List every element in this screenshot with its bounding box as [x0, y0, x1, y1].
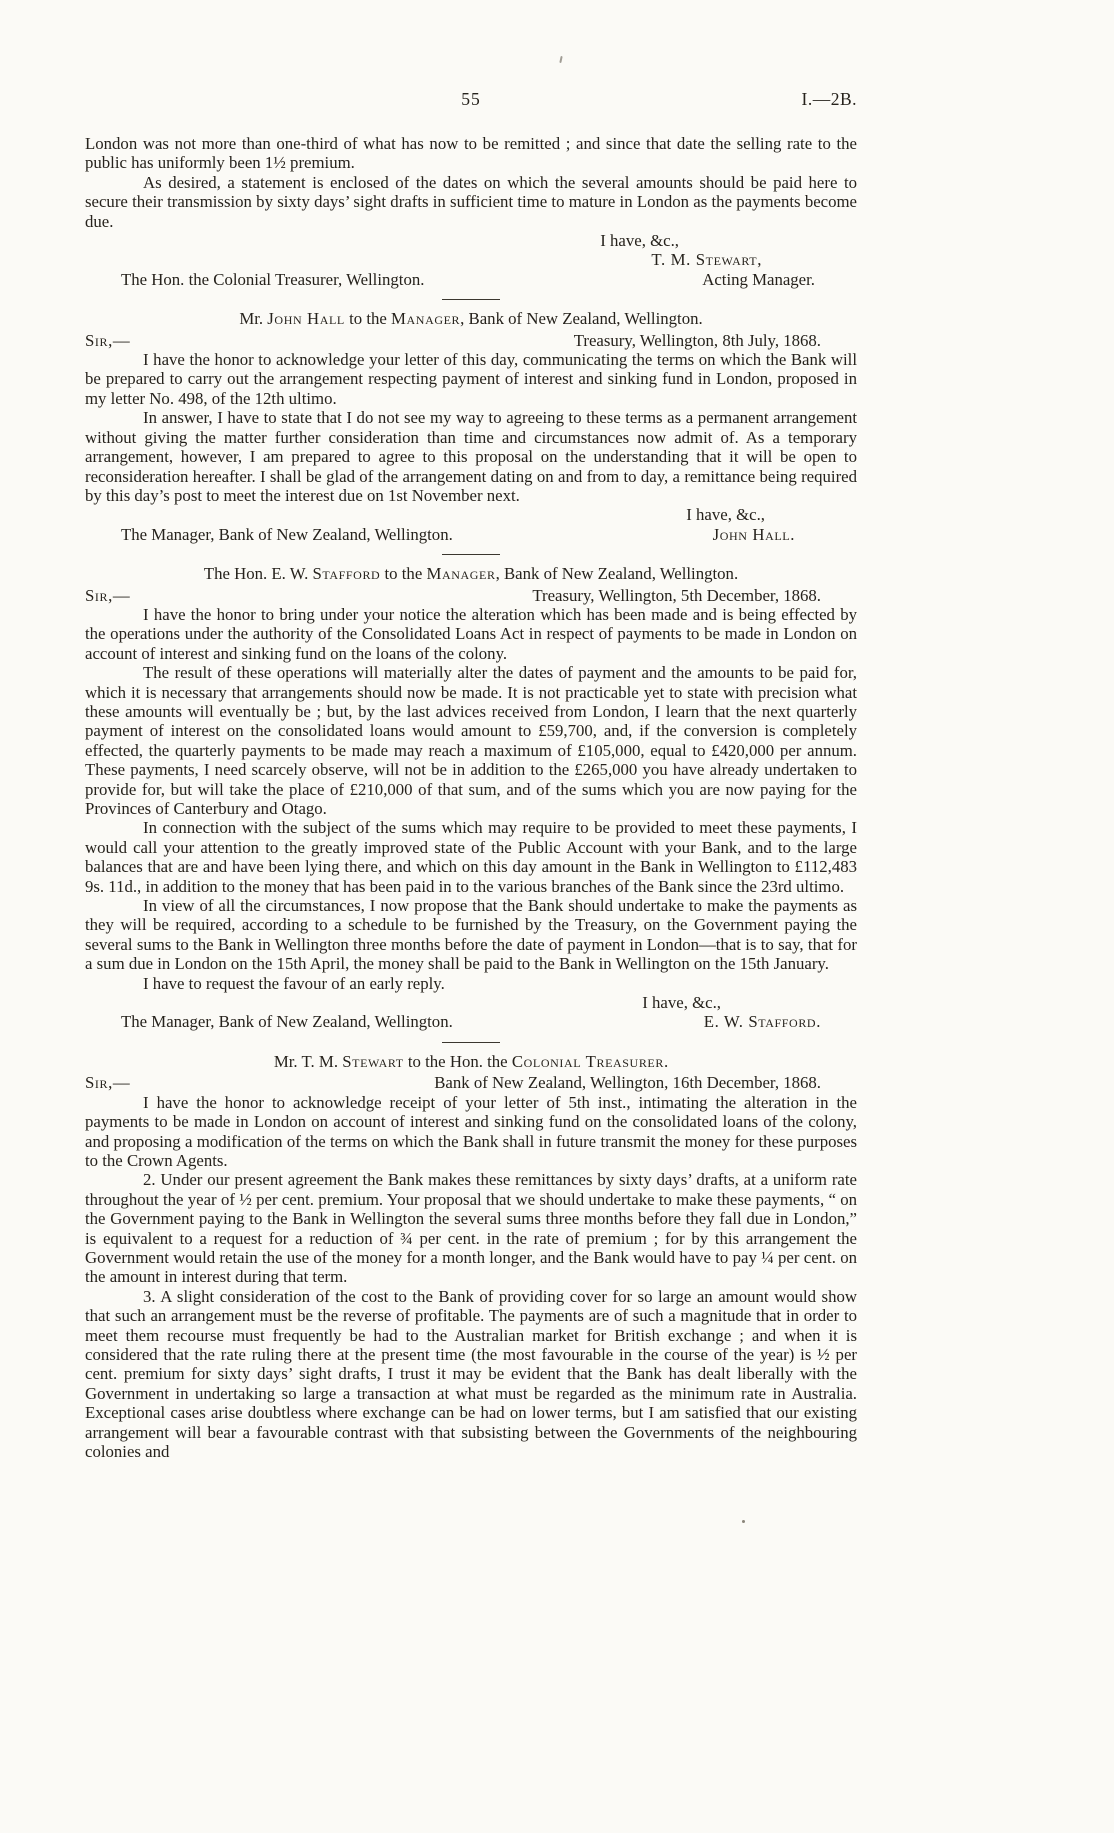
heading-name: Manager — [391, 309, 461, 329]
letter-heading — [85, 564, 857, 583]
addressee: The Manager, Bank of New Zealand, Wellington. — [121, 1012, 453, 1032]
salutation-row — [85, 586, 857, 605]
letter-heading — [85, 309, 857, 328]
letter-paragraph: In connection with the subject of the sums which may require to be provided to meet these payments, I would call your attention to the greatly improved state of the Public Account with your Bank, and to the large balances that are and have been lying there, and which on this day amount in the Bank in Wellington to £112,483 9s. 11d., in addition to the money that has been paid in to the various branches of the Bank since the 23rd ultimo. — [85, 818, 857, 896]
salutation: Sir,— — [85, 330, 131, 350]
letter-paragraph: 2. Under our present agreement the Bank makes these remittances by sixty days’ drafts, at a uniform rate throughout the year of ½ per cent. premium. Your proposal that we should undertake to make these payments, “ on the Government paying to the Bank in Wellington the several sums three months before they fall due in London,” is equivalent to a request for a reduction of ¾ per cent. in the rate of premium ; for by this arrangement the Government would retain the use of the money for a month longer, and the Bank would have to pay ¼ per cent. on the amount in interest during that term. — [85, 1170, 857, 1287]
heading-text: , Bank of New Zealand, Wellington. — [460, 309, 703, 329]
heading-text: Mr. T. M. — [273, 1051, 343, 1071]
heading-text: . — [663, 1051, 669, 1071]
dateline: Bank of New Zealand, Wellington, 16th December, 1868. — [434, 1073, 821, 1093]
letter-paragraph: I have to request the favour of an early reply. — [143, 973, 445, 993]
salutation-row — [85, 331, 857, 350]
addressee: The Hon. the Colonial Treasurer, Wellington. — [121, 269, 425, 289]
heading-text: , Bank of New Zealand, Wellington. — [495, 564, 739, 584]
letter-paragraph: I have the honor to bring under your notice the alteration which has been made and is being effected by the operations under the authority of the Consolidated Loans Act in respect of payments to be made in London on account of interest and sinking fund on the loans of the colony. — [85, 604, 857, 663]
signature-line — [85, 250, 857, 269]
signer-title: Acting Manager. — [702, 269, 815, 289]
heading-name: Colonial Treasurer — [511, 1051, 664, 1071]
heading-name: Manager — [426, 564, 496, 584]
letter-paragraph: In answer, I have to state that I do not see my way to agreeing to these terms as a permanent arrangement without giving the matter further consideration than time and circumstances now admit of. As a temporary arrangement, however, I am prepared to agree to this proposal on the understanding that it will be open to reconsideration hereafter. I shall be glad of the arrangement dating on and from to day, a remittance being required by this day’s post to meet the interest due on 1st November next. — [85, 408, 857, 505]
paper-reference: I.—2B. — [801, 89, 857, 109]
heading-text: The Hon. E. W. — [203, 564, 313, 584]
letter-paragraph: As desired, a statement is enclosed of the dates on which the several amounts should be paid here to secure their transmission by sixty days’ sight drafts in sufficient time to mature in London as the payments become due. — [85, 172, 857, 231]
letter-paragraph: The result of these operations will materially alter the dates of payment and the amounts to be paid for, which it is necessary that arrangements should now be made. It is not practicable yet to state with precision what these amounts will eventually be ; but, by the last advices received from London, I learn that the next quarterly payment of interest on the consolidated loans would amount to £59,700, and, if the conversion is completely effected, the quarterly payments to be made may reach a maximum of £105,000, equal to £420,000 per annum. These payments, I need scarcely observe, will not be in addition to the £265,000 you have already undertaken to provide for, but will take the place of £210,000 of that sum, and of the sums which you are now paying for the Provinces of Canterbury and Otago. — [85, 663, 857, 818]
heading-text: to the Hon. the — [403, 1051, 512, 1071]
addressee-row — [85, 270, 857, 289]
page-number: 55 — [461, 89, 481, 109]
valediction: I have, &c., — [600, 231, 679, 251]
addressee-row — [85, 1012, 857, 1031]
letter-stewart — [85, 1052, 857, 1462]
section-divider — [442, 554, 500, 555]
section-divider — [442, 299, 500, 300]
letter-paragraph: In view of all the circumstances, I now propose that the Bank should undertake to make the payments as they will be required, according to a schedule to be furnished by the Treasury, on the Government paying the several sums to the Bank in Wellington three months before the date of payment in London—that is to say, that for a sum due in London on the 15th April, the money shall be paid to the Bank in Wellington on the 15th January. — [85, 896, 857, 974]
heading-text: to the — [344, 309, 392, 329]
letter-paragraph: I have the honor to acknowledge receipt of your letter of 5th inst., intimating the alteration in the payments to be made in London on account of interest and sinking fund on the consolidated loans of the colony, and proposing a modification of the terms on which the Bank shall in future transmit the money for these purposes to the Crown Agents. — [85, 1092, 857, 1170]
signature: John Hall. — [712, 524, 795, 544]
letter-heading — [85, 1052, 857, 1071]
salutation: Sir,— — [85, 1073, 131, 1093]
dateline: Treasury, Wellington, 8th July, 1868. — [573, 330, 821, 350]
dateline: Treasury, Wellington, 5th December, 1868. — [532, 585, 821, 605]
signature: T. M. Stewart, — [651, 250, 762, 270]
letter-stafford — [85, 564, 857, 1032]
heading-name: Stafford — [312, 564, 381, 584]
addressee-row — [85, 525, 857, 544]
letter-paragraph: I have the honor to acknowledge your letter of this day, communicating the terms on which the Bank will be prepared to carry out the arrangement respecting payment of interest and sinking fund in London, proposed in my letter No. 498, of the 12th ultimo. — [85, 350, 857, 408]
scan-artifact-tick — [559, 56, 562, 63]
letter-hall — [85, 309, 857, 544]
heading-name: John Hall — [267, 309, 345, 329]
section-divider — [442, 1042, 500, 1043]
heading-text: to the — [380, 564, 427, 584]
letter-continuation — [85, 134, 857, 289]
heading-name: Stewart — [342, 1051, 404, 1071]
page-header — [85, 90, 857, 112]
addressee: The Manager, Bank of New Zealand, Wellington. — [121, 524, 453, 544]
page-content — [85, 90, 857, 1461]
signature: E. W. Stafford. — [703, 1012, 821, 1032]
heading-text: Mr. — [239, 309, 268, 329]
letter-paragraph: 3. A slight consideration of the cost to the Bank of providing cover for so large an amount would show that such an arrangement must be the reverse of profitable. The payments are of such a magnitude that in order to meet them recourse must frequently be had to the Australian market for British exchange ; and when it is considered that the rate ruling there at the present time (the most favourable in the course of the year) is ½ per cent. premium for sixty days’ sight drafts, I trust it may be evident that the Bank has dealt liberally with the Government in undertaking so large a transaction at what must be regarded as the minimum rate in Australia. Exceptional cases arise doubtless where exchange can be had on lower terms, but I am satisfied that our existing arrangement will bear a favourable contrast with that subsisting between the Governments of the neighbouring colonies and — [85, 1286, 857, 1461]
valediction: I have, &c., — [686, 505, 765, 525]
salutation: Sir,— — [85, 585, 131, 605]
letter-paragraph: London was not more than one-third of what has now to be remitted ; and since that date the selling rate to the public has uniformly been 1½ premium. — [85, 134, 857, 173]
scan-artifact-dot — [742, 1520, 745, 1523]
salutation-row — [85, 1073, 857, 1092]
valediction: I have, &c., — [642, 993, 721, 1013]
